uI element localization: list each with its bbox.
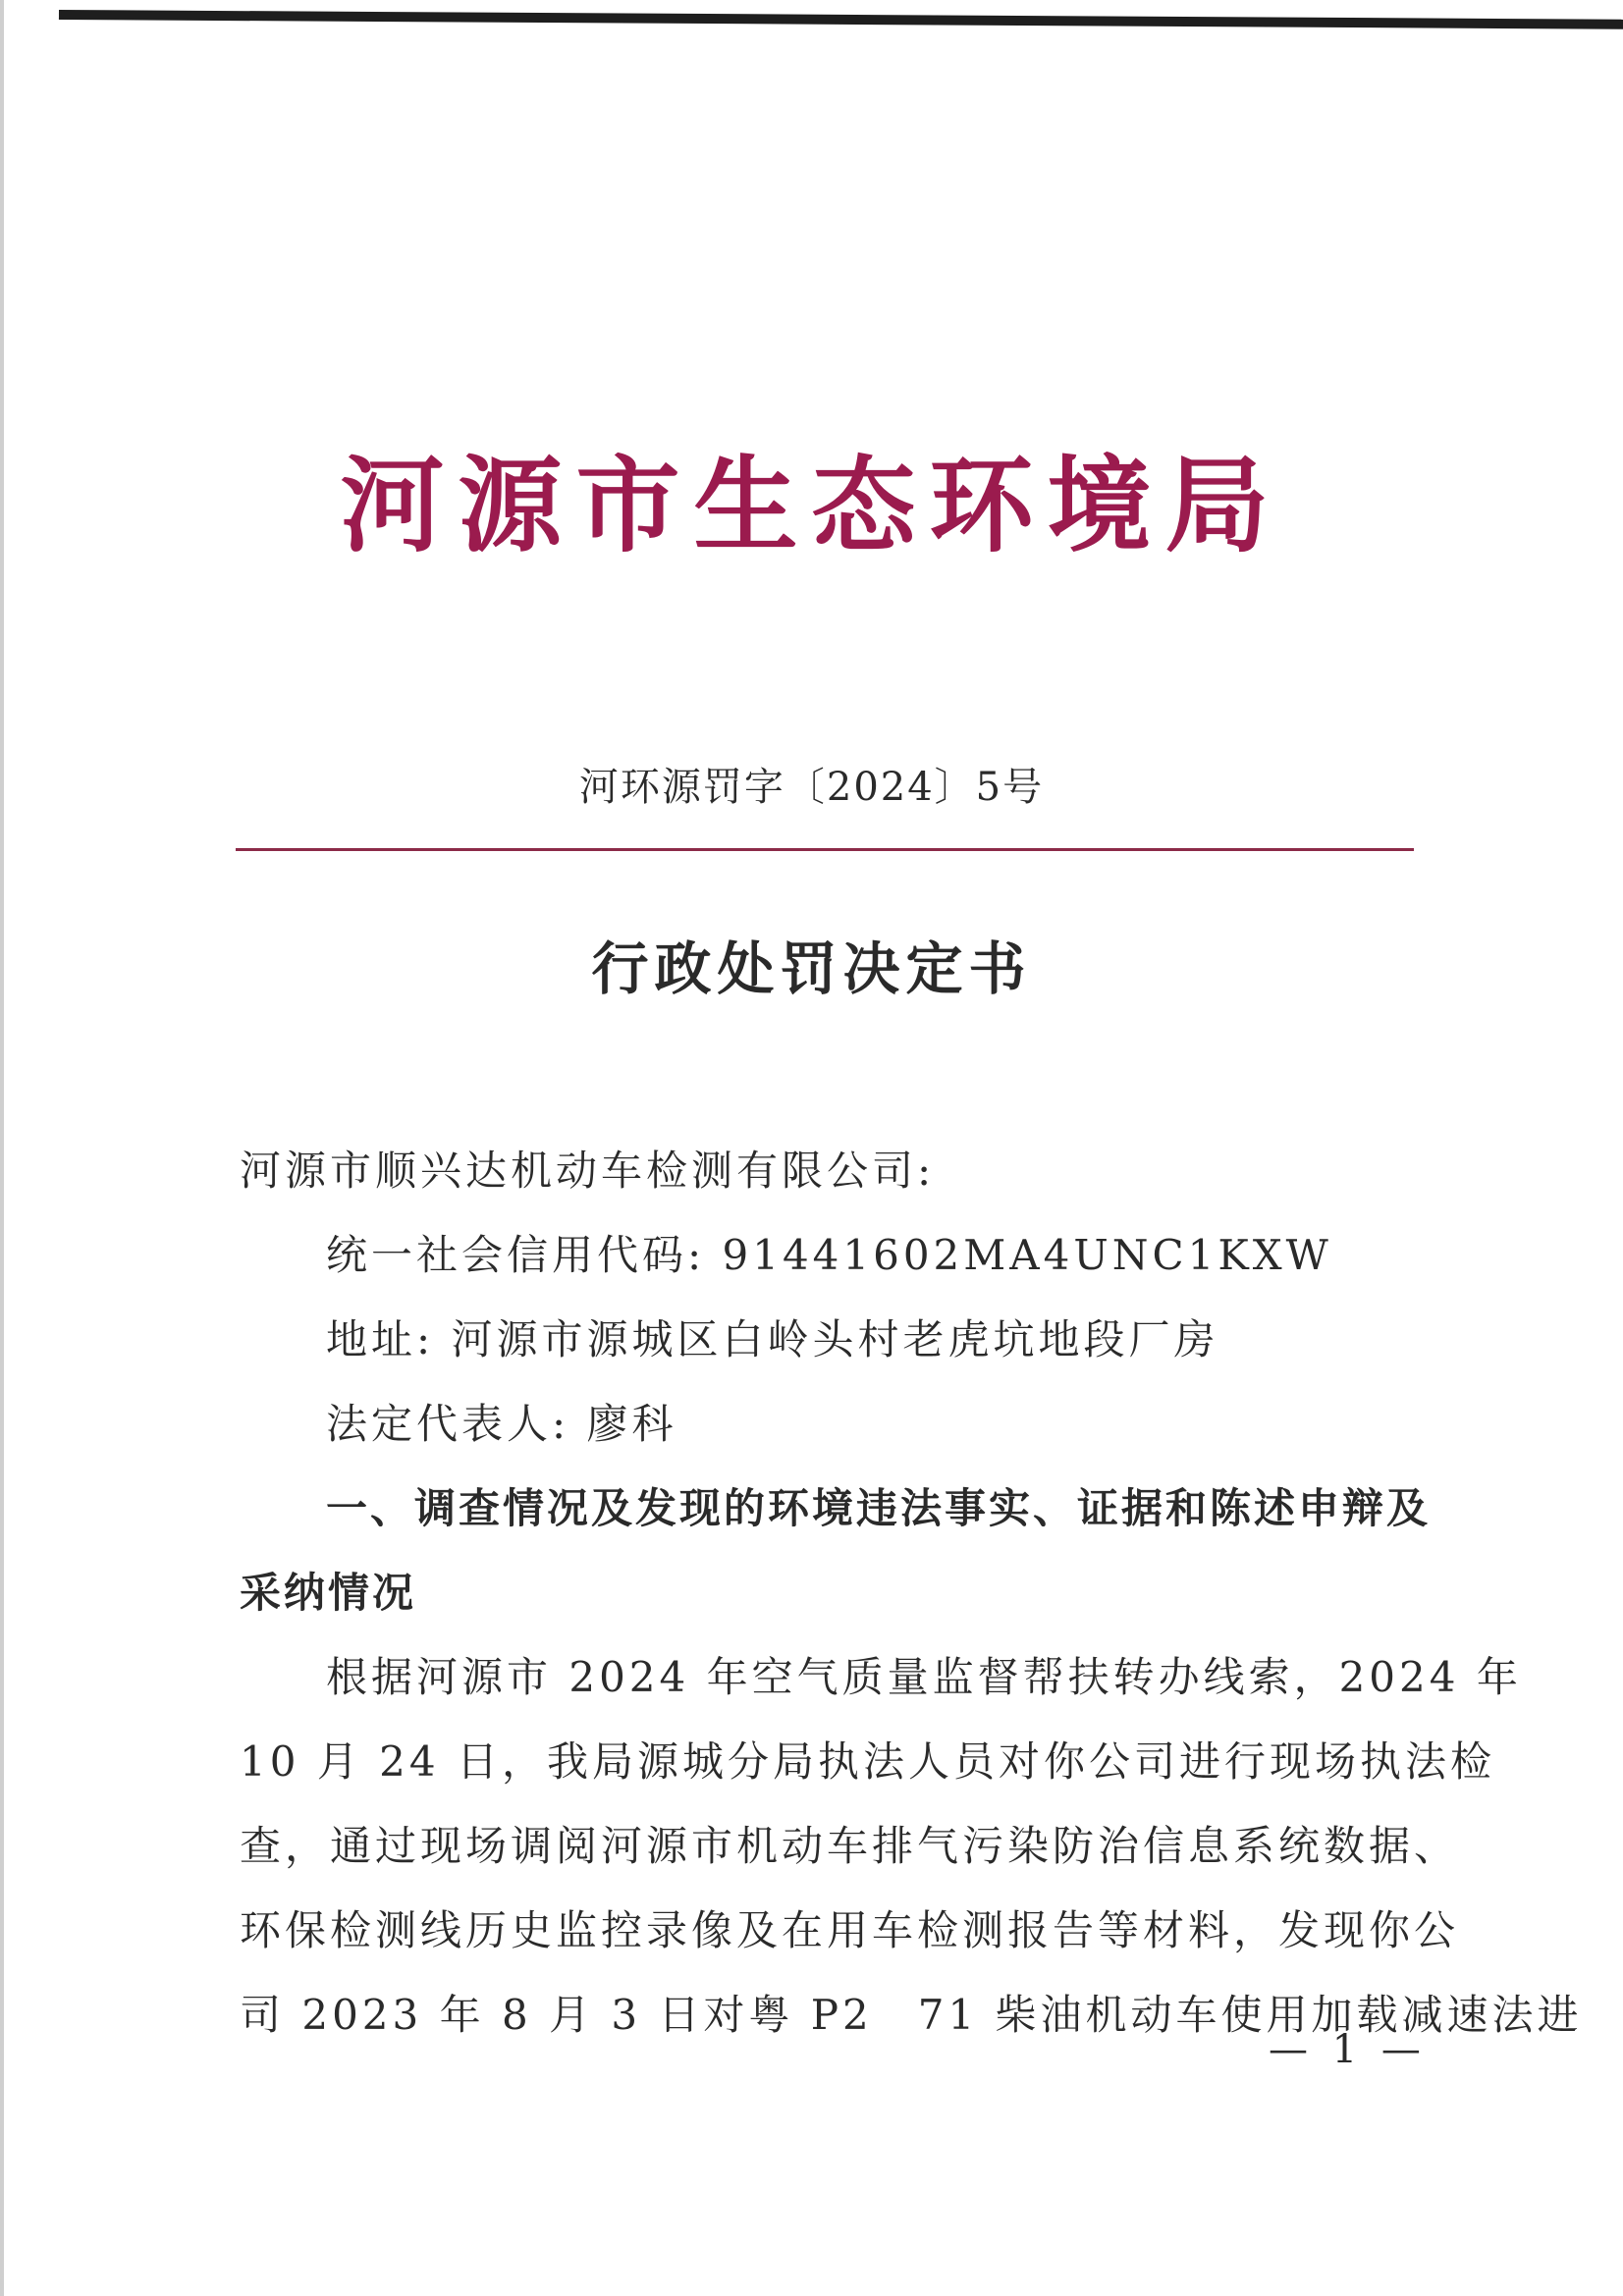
issuer-title: 河源市生态环境局 (340, 444, 1283, 566)
section-heading-line-2: 采纳情况 (240, 1569, 417, 1617)
scan-top-edge (59, 10, 1623, 29)
paragraph-line-2: 10 月 24 日，我局源城分局执法人员对你公司进行现场执法检 (240, 1737, 1495, 1786)
credit-code-line: 统一社会信用代码: 91441602MA4UNC1KXW (326, 1231, 1332, 1279)
recipient-line: 河源市顺兴达机动车检测有限公司: (240, 1147, 936, 1195)
paragraph-line-4: 环保检测线历史监控录像及在用车检测报告等材料，发现你公 (240, 1906, 1460, 1954)
section-heading (240, 1467, 1432, 1635)
investigation-paragraph (240, 1635, 1583, 2057)
paragraph-line-5: 司 2023 年 8 月 3 日对粤 P2 71 柴油机动车使用加载减速法进 (240, 1991, 1583, 2039)
scan-left-edge (0, 0, 4, 2296)
document-title: 行政处罚决定书 (591, 935, 1032, 1002)
section-heading-line-1: 一、调查情况及发现的环境违法事实、证据和陈述申辩及 (326, 1484, 1432, 1532)
red-divider-line (236, 848, 1414, 851)
address-line: 地址: 河源市源城区白岭头村老虎坑地段厂房 (326, 1315, 1219, 1363)
document-body (240, 1129, 1583, 2057)
page-number: — 1 — (1269, 2027, 1427, 2072)
legal-representative-line: 法定代表人: 廖科 (326, 1400, 677, 1448)
document-number: 河环源罚字〔2024〕5号 (578, 765, 1045, 810)
paragraph-line-3: 查，通过现场调阅河源市机动车排气污染防治信息系统数据、 (240, 1822, 1460, 1870)
paragraph-line-1: 根据河源市 2024 年空气质量监督帮扶转办线索，2024 年 (326, 1653, 1522, 1701)
